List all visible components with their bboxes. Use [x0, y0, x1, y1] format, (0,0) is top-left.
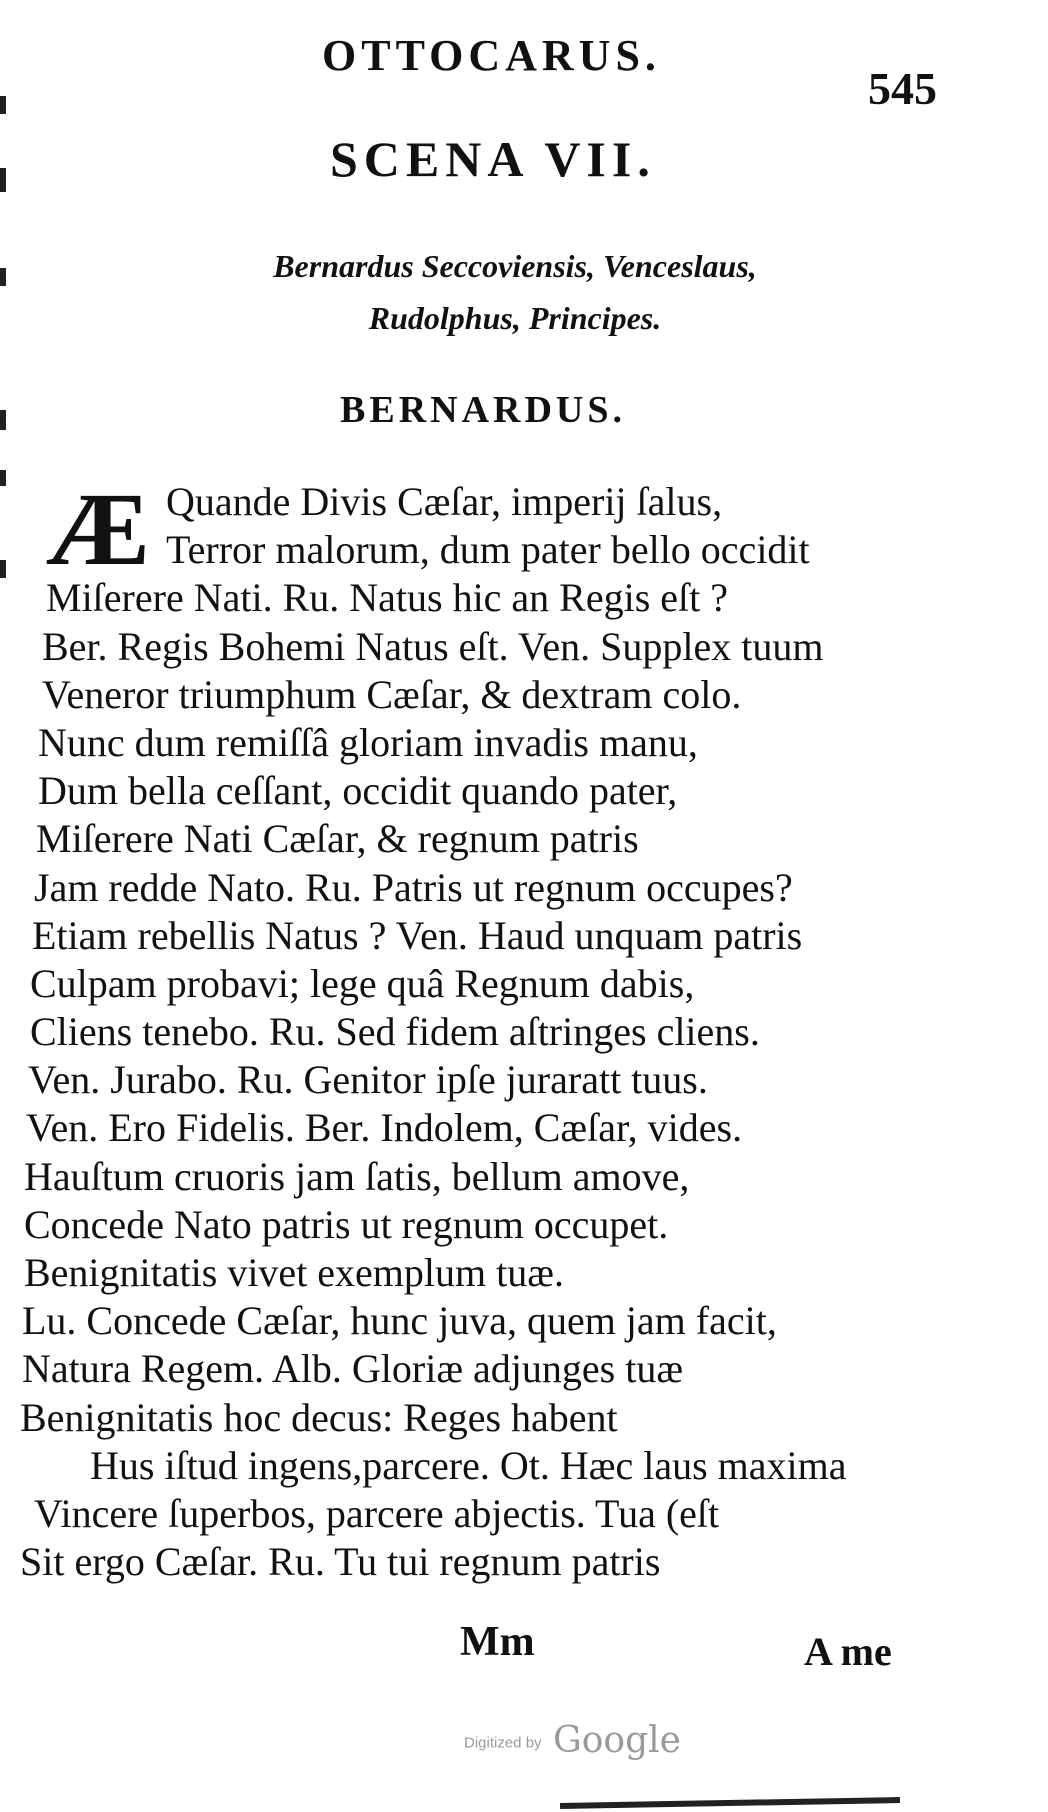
personae-line: Bernardus Seccoviensis, Venceslaus,: [273, 248, 757, 284]
verse-line: Ber. Regis Bohemi Natus eſt. Ven. Supplex tuum: [42, 623, 824, 669]
speaker-heading: BERNARDUS.: [340, 389, 626, 431]
drop-cap: Æ: [46, 472, 150, 587]
verse-line: Benignitatis hoc decus: Reges habent: [20, 1394, 618, 1440]
verse-line: Sit ergo Cæſar. Ru. Tu tui regnum patris: [20, 1539, 661, 1585]
signature-mark: Mm: [460, 1619, 535, 1665]
verse-line: Benignitatis vivet exemplum tuæ.: [24, 1250, 564, 1295]
digitized-by-google-watermark: [464, 1720, 681, 1761]
verse-line: Lu. Concede Cæſar, hunc juva, quem jam facit,: [22, 1298, 777, 1344]
verse-line: Terror malorum, dum pater bello occidit: [166, 527, 810, 573]
margin-fragment: [0, 168, 6, 192]
verse-line: Ven. Jurabo. Ru. Genitor ipſe juraratt tuus.: [28, 1057, 708, 1103]
bottom-edge-rule: [560, 1797, 900, 1809]
margin-fragment: [0, 470, 6, 486]
verse-line: Natura Regem. Alb. Gloriæ adjunges tuæ: [22, 1346, 684, 1392]
margin-fragment: [0, 96, 6, 114]
scene-title: SCENA VII.: [330, 131, 656, 187]
verse-line: Miſerere Nati. Ru. Natus hic an Regis eſt ?: [46, 575, 729, 621]
verse-block: [20, 472, 950, 1586]
verse-line: Etiam rebellis Natus ? Ven. Haud unquam patris: [32, 912, 803, 958]
verse-line: Dum bella ceſſant, occidit quando pater,: [38, 768, 678, 814]
personae-line: Rudolphus, Principes.: [368, 300, 662, 336]
margin-fragment: [0, 268, 6, 286]
margin-fragment: [0, 560, 6, 578]
margin-fragment: [0, 410, 6, 430]
verse-line: Hauſtum cruoris jam ſatis, bellum amove,: [24, 1153, 690, 1199]
verse-line: Quande Divis Cæſar, imperij ſalus,: [166, 479, 723, 524]
verse-line: Veneror triumphum Cæſar, & dextram colo.: [42, 671, 742, 717]
catchword: A me: [804, 1629, 892, 1674]
verse-line: Cliens tenebo. Ru. Sed fidem aſtringes cliens.: [30, 1009, 760, 1055]
running-head: OTTOCARUS.: [322, 31, 661, 80]
digitized-prefix: Digitized by: [464, 1734, 542, 1752]
verse-line: Jam redde Nato. Ru. Patris ut regnum occupes?: [34, 864, 793, 910]
verse-line: Ven. Ero Fidelis. Ber. Indolem, Cæſar, vides.: [26, 1105, 743, 1151]
verse-line: Vincere ſuperbos, parcere abjectis. Tua (eſt: [34, 1490, 720, 1536]
page-number: 545: [868, 63, 937, 114]
verse-line: Nunc dum remiſſâ gloriam invadis manu,: [38, 719, 698, 765]
verse-line: Concede Nato patris ut regnum occupet.: [24, 1201, 669, 1247]
verse-line: Miſerere Nati Cæſar, & regnum patris: [36, 816, 639, 862]
dramatis-personae: [205, 240, 825, 344]
verse-line: Culpam probavi; lege quâ Regnum dabis,: [30, 960, 695, 1006]
google-wordmark: Google: [553, 1720, 681, 1761]
verse-line: Hus iſtud ingens,parcere. Ot. Hæc laus maxima: [90, 1442, 847, 1488]
